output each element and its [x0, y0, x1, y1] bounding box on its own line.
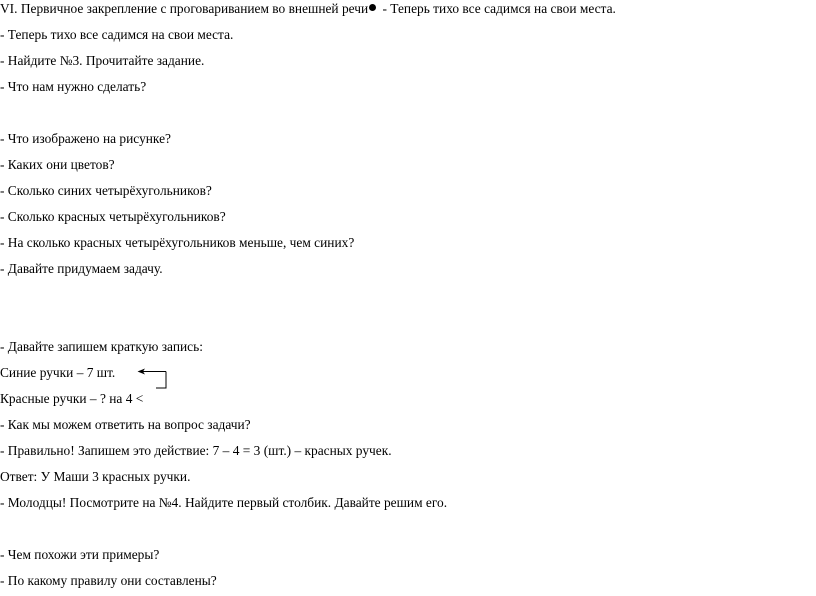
text-line: - Что нам нужно сделать? [0, 79, 147, 94]
text-line: - Теперь тихо все садимся на свои места. [0, 27, 234, 42]
text-line: - Каких они цветов? [0, 157, 115, 172]
text-line: - По какому правилу они составлены? [0, 573, 217, 588]
text-line: - Сколько синих четырёхугольников? [0, 183, 212, 198]
section-heading [0, 1, 616, 17]
bullet-icon [369, 4, 376, 11]
heading-text: VI. Первичное закрепление с проговариванием во внешней речи [0, 1, 369, 16]
text-line: - Молодцы! Посмотрите на №4. Найдите первый столбик. Давайте решим его. [0, 495, 448, 510]
text-line: - Чем похожи эти примеры? [0, 547, 160, 562]
short-note-line: Синие ручки – 7 шт. [0, 365, 116, 380]
text-line: - Давайте запишем краткую запись: [0, 339, 203, 354]
short-note-line: Красные ручки – ? на 4 < [0, 391, 144, 406]
text-line: - Правильно! Запишем это действие: 7 – 4 = 3 (шт.) – красных ручек. [0, 443, 392, 458]
text-line: - Как мы можем ответить на вопрос задачи? [0, 417, 251, 432]
heading-continuation: - Теперь тихо все садимся на свои места. [379, 1, 616, 16]
text-line: - Что изображено на рисунке? [0, 131, 171, 146]
comparison-arrow-icon [136, 367, 176, 389]
text-line: - Сколько красных четырёхугольников? [0, 209, 226, 224]
text-line: - Давайте придумаем задачу. [0, 261, 163, 276]
answer-line: Ответ: У Маши 3 красных ручки. [0, 469, 191, 484]
text-line: - Найдите №3. Прочитайте задание. [0, 53, 205, 68]
text-line: - На сколько красных четырёхугольников меньше, чем синих? [0, 235, 355, 250]
